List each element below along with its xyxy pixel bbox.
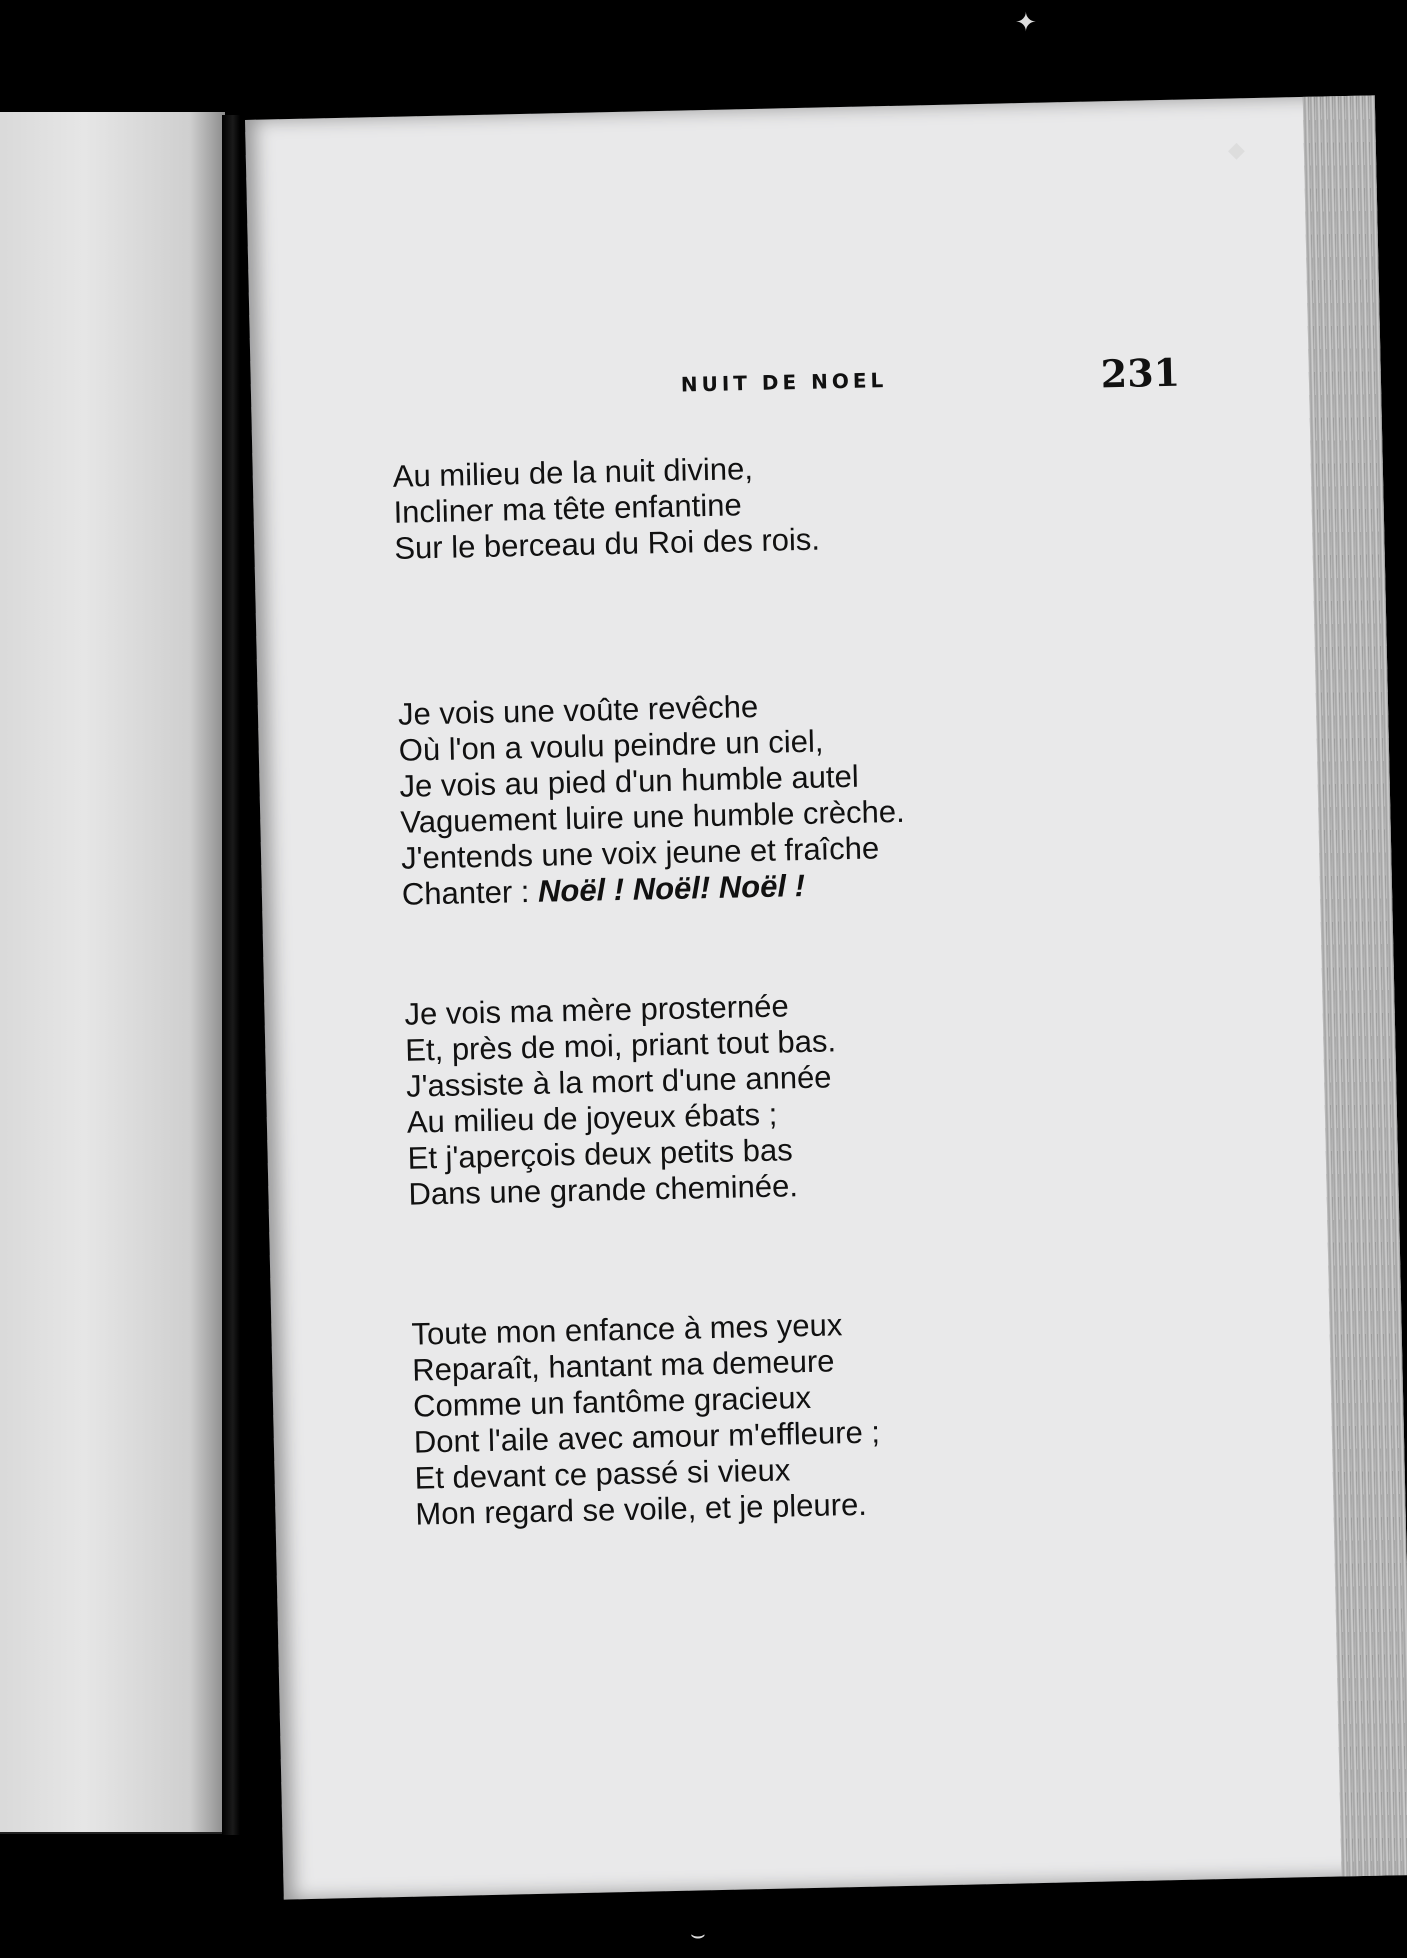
verse-line: Vaguement luire une humble crèche.	[399, 793, 905, 840]
scan-artifact-mark: ◆	[1228, 138, 1245, 163]
right-page	[245, 95, 1407, 1899]
verse-line: Je vois au pied d'un humble autel	[399, 758, 860, 804]
verse-line: Dans une grande cheminée.	[408, 1168, 799, 1212]
scan-artifact-mark: ⌣	[690, 1920, 706, 1948]
stanza	[411, 1306, 882, 1532]
verse-line: Où l'on a voulu peindre un ciel,	[398, 723, 824, 768]
running-head: NUIT DE NOEL	[680, 368, 888, 397]
stanza	[404, 987, 839, 1212]
page-number: 231	[1100, 349, 1181, 397]
verse-line: Au milieu de joyeux ébats ;	[406, 1096, 778, 1140]
scan-artifact-mark: ✦	[1015, 8, 1037, 38]
verse-line-prefix: Chanter :	[401, 873, 539, 912]
book-gutter	[222, 115, 240, 1835]
stanza	[398, 686, 907, 913]
verse-line: Au milieu de la nuit divine,	[392, 451, 754, 494]
verse-line: Mon regard se voile, et je pleure.	[415, 1486, 868, 1532]
page-header	[680, 346, 1361, 421]
verse-line: Toute mon enfance à mes yeux	[411, 1307, 843, 1352]
verse-line: Je vois ma mère prosternée	[404, 988, 790, 1032]
verse-line: Et, près de moi, priant tout bas.	[404, 1023, 837, 1068]
verse-line: Et devant ce passé si vieux	[414, 1452, 791, 1496]
verse-line-italic: Noël ! Noël! Noël !	[537, 867, 806, 909]
verse-line: Comme un fantôme gracieux	[412, 1379, 812, 1424]
verse-line: Sur le berceau du Roi des rois.	[393, 521, 821, 566]
verse-line: Dont l'aile avec amour m'effleure ;	[413, 1414, 881, 1460]
verse-line: Incliner ma tête enfantine	[393, 487, 743, 530]
verse-line: Je vois une voûte revêche	[397, 688, 759, 732]
verse-line: J'entends une voix jeune et fraîche	[400, 830, 880, 876]
stanza	[392, 450, 820, 567]
verse-line: J'assiste à la mort d'une année	[405, 1059, 832, 1104]
verse-line: Et j'aperçois deux petits bas	[407, 1132, 794, 1176]
verse-line: Reparaît, hantant ma demeure	[411, 1343, 835, 1388]
left-page-edge	[0, 112, 225, 1834]
